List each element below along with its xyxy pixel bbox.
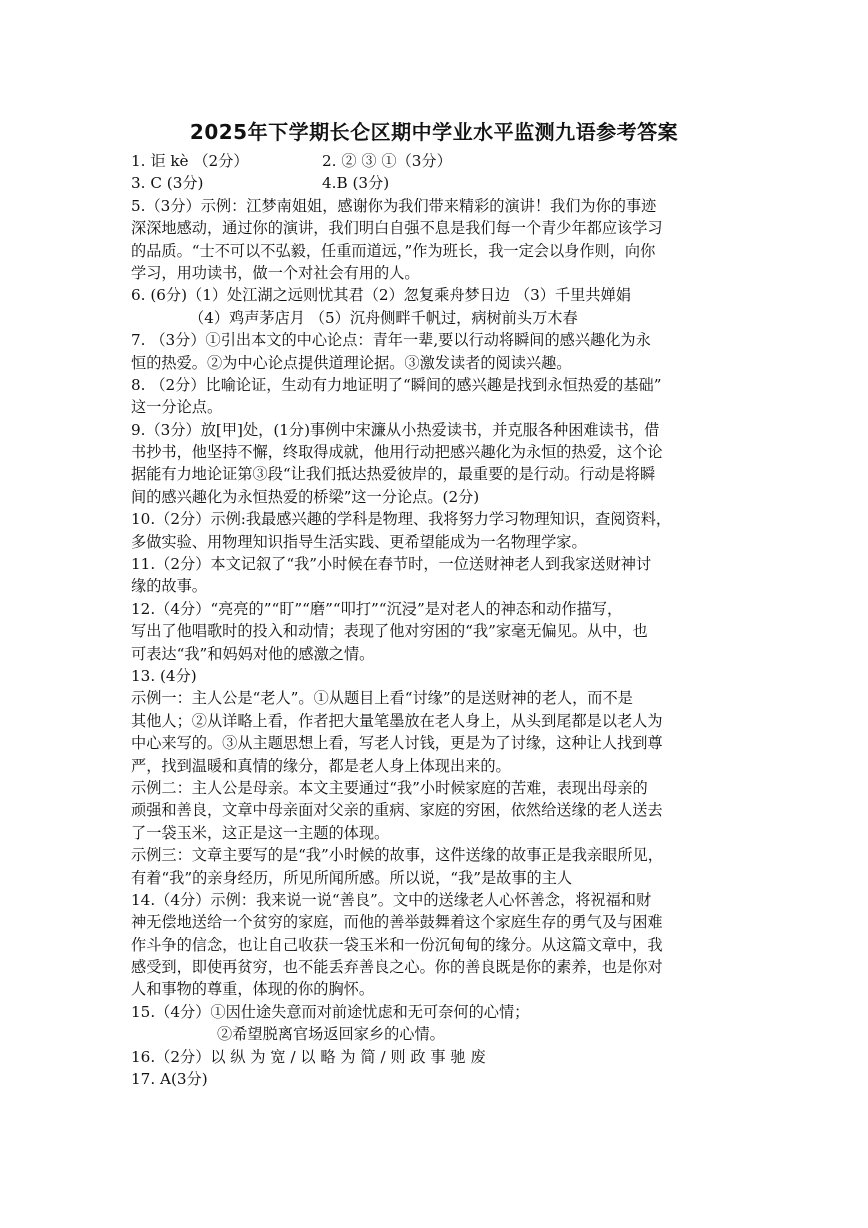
answer-6-line: 6. (6分)（1）处江湖之远则忧其君（2）忽复乘舟梦日边 （3）千里共婵娟	[131, 286, 631, 305]
answer-13-line: 示例三：文章主要写的是“我”小时候的故事，这件送缘的故事正是我亲眼所见，	[131, 846, 663, 865]
answer-13-line: 顽强和善良，文章中母亲面对父亲的重病、家庭的穷困，依然给送缘的老人送去	[131, 801, 663, 820]
answer-15	[131, 1001, 743, 1046]
answer-14-line: 人和事物的尊重，体现的你的胸怀。	[131, 980, 374, 999]
answer-5-line: 深深地感动，通过你的演讲，我们明白自强不息是我们每一个青少年都应该学习	[131, 219, 663, 238]
answer-5-line: 5.（3分）示例：江梦南姐姐，感谢你为我们带来精彩的演讲！我们为你的事迹	[131, 196, 657, 215]
answer-13-line: 13. (4分)	[131, 666, 197, 685]
answer-11-line: 缘的故事。	[131, 577, 207, 596]
answer-16: 16.（2分）以 纵 为 宽 / 以 略 为 简 / 则 政 事 驰 废	[131, 1047, 486, 1066]
answer-13-line: 其他人；②从详略上看，作者把大量笔墨放在老人身上，从头到尾都是以老人为	[131, 711, 663, 730]
answer-12	[131, 598, 743, 665]
answer-11-line: 11.（2分）本文记叙了“我”小时候在春节时，一位送财神老人到我家送财神讨	[131, 555, 652, 574]
answer-14-line: 感受到，即使再贫穷，也不能丢弃善良之心。你的善良既是你的素养，也是你对	[131, 958, 663, 977]
answer-9-line: 书抄书，他坚持不懈，终取得成就，他用行动把感兴趣化为永恒的热爱，这个论	[131, 443, 663, 462]
answer-13-line: 中心来写的。③从主题思想上看，写老人讨钱，更是为了讨缘，这种让人找到尊	[131, 734, 663, 753]
answer-14	[131, 889, 743, 1001]
answer-3: 3. C (3分)	[131, 174, 204, 193]
answer-9-line: 据能有力地论证第③段“让我们抵达热爱彼岸的，最重要的是行动。行动是将瞬	[131, 465, 656, 484]
answer-5	[131, 195, 743, 285]
answer-15-line: 15.（4分）①因仕途失意而对前途忧虑和无可奈何的心情；	[131, 1002, 530, 1021]
answer-10-line: 10.（2分）示例:我最感兴趣的学科是物理、我将努力学习物理知识，查阅资料，	[131, 510, 672, 529]
answer-15-line: ②希望脱离官场返回家乡的心情。	[217, 1025, 445, 1044]
answer-13-line: 了一袋玉米，这正是这一主题的体现。	[131, 823, 390, 842]
answer-13	[131, 665, 743, 889]
answer-8-line: 这一分论点。	[131, 398, 223, 417]
answer-17: 17. A(3分)	[131, 1070, 208, 1089]
answer-2: 2. ② ③ ①（3分）	[322, 152, 452, 170]
answer-content	[131, 150, 743, 1090]
answer-9-line: 间的感兴趣化为永恒热爱的桥梁”这一分论点。(2分)	[131, 487, 480, 506]
answer-10-line: 多做实验、用物理知识指导生活实践、更希望能成为一名物理学家。	[131, 532, 587, 551]
answer-1: 1. 讵 kè （2分）	[131, 152, 249, 170]
answer-12-line: 写出了他唱歌时的投入和动情；表现了他对穷困的“我”家毫无偏见。从中，也	[131, 622, 648, 641]
answer-12-line: 可表达“我”和妈妈对他的感激之情。	[131, 644, 375, 663]
answer-6	[131, 284, 743, 329]
answer-9	[131, 419, 743, 509]
answer-13-line: 示例一：主人公是“老人”。①从题目上看“讨缘”的是送财神的老人，而不是	[131, 689, 633, 708]
answer-7	[131, 329, 743, 374]
answer-10	[131, 508, 743, 553]
answer-13-line: 严，找到温暖和真情的缘分，都是老人身上体现出来的。	[131, 756, 511, 775]
answer-row-3-4	[131, 172, 743, 194]
answer-8	[131, 374, 743, 419]
answer-11	[131, 553, 743, 598]
answer-14-line: 作斗争的信念，也让自己收获一袋玉米和一份沉甸甸的缘分。从这篇文章中，我	[131, 935, 663, 954]
answer-12-line: 12.（4分）“亮亮的”“盯”“磨”“叩打”“沉浸”是对老人的神态和动作描写，	[131, 599, 623, 618]
answer-5-line: 学习，用功读书，做一个对社会有用的人。	[131, 263, 420, 282]
answer-13-line: 有着“我”的亲身经历，所见所闻所感。所以说，“我”是故事的主人	[131, 868, 573, 887]
answer-5-line: 的品质。“士不可以不弘毅，任重而道远，”作为班长，我一定会以身作则，向你	[131, 241, 656, 260]
answer-4: 4.B (3分)	[322, 174, 390, 193]
answer-7-line: 恒的热爱。②为中心论点提供道理论据。③激发读者的阅读兴趣。	[131, 353, 572, 372]
page-title: 2025年下学期长仑区期中学业水平监测九语参考答案	[189, 120, 679, 144]
answer-8-line: 8. （2分）比喻论证，生动有力地证明了“瞬间的感兴趣是找到永恒热爱的基础”	[131, 375, 662, 394]
answer-7-line: 7. （3分）①引出本文的中心论点：青年一辈,要以行动将瞬间的感兴趣化为永	[131, 331, 651, 350]
answer-row-1-2	[131, 150, 743, 172]
answer-6-line: （4）鸡声茅店月 （5）沉舟侧畔千帆过，病树前头万木春	[189, 308, 578, 327]
answer-14-line: 神无偿地送给一个贫穷的家庭，而他的善举鼓舞着这个家庭生存的勇气及与困难	[131, 913, 663, 932]
answer-9-line: 9.（3分）放[甲]处，(1分)事例中宋濂从小热爱读书，并克服各种困难读书，借	[131, 420, 660, 439]
answer-14-line: 14.（4分）示例：我来说一说“善良”。文中的送缘老人心怀善念，将祝福和财	[131, 890, 652, 909]
answer-13-line: 示例二：主人公是母亲。本文主要通过“我”小时候家庭的苦难，表现出母亲的	[131, 778, 648, 797]
